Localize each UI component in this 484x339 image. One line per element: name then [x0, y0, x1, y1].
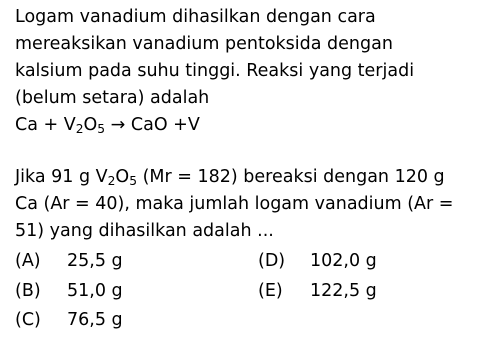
body-line	[15, 164, 475, 191]
subscript: 5	[97, 122, 106, 137]
option-label: (E)	[258, 281, 283, 301]
option-b[interactable]	[15, 278, 123, 305]
question-body	[15, 164, 475, 245]
equation-line	[15, 112, 475, 139]
option-value: 25,5 g	[67, 251, 123, 271]
body-line: 51) yang dihasilkan adalah ...	[15, 221, 274, 241]
option-d[interactable]	[258, 248, 377, 275]
intro-line: Logam vanadium dihasilkan dengan cara	[15, 7, 376, 27]
option-label: (D)	[258, 251, 286, 271]
subscript: 2	[75, 122, 84, 137]
option-label: (B)	[15, 281, 41, 301]
intro-line: (belum setara) adalah	[15, 88, 210, 108]
intro-line: kalsium pada suhu tinggi. Reaksi yang terjadi	[15, 61, 415, 81]
subscript: 2	[107, 174, 116, 189]
body-line: Ca (Ar = 40), maka jumlah logam vanadium (Ar =	[15, 194, 454, 214]
equation-text: O	[83, 115, 98, 135]
body-text: Jika 91 g V	[15, 167, 108, 187]
option-c[interactable]	[15, 307, 123, 334]
question-intro	[15, 4, 475, 112]
equation-text: CaO +V	[130, 115, 200, 135]
option-a[interactable]	[15, 248, 123, 275]
option-e[interactable]	[258, 278, 377, 305]
arrow-icon: →	[105, 115, 131, 135]
equation-text: Ca + V	[15, 115, 76, 135]
option-label: (A)	[15, 251, 41, 271]
option-value: 102,0 g	[310, 251, 377, 271]
reaction-equation	[15, 112, 475, 139]
body-text: (Mr = 182) bereaksi dengan 120 g	[137, 167, 445, 187]
option-value: 51,0 g	[67, 281, 123, 301]
body-text: O	[115, 167, 130, 187]
subscript: 5	[129, 174, 137, 189]
intro-line: mereaksikan vanadium pentoksida dengan	[15, 34, 393, 54]
option-label: (C)	[15, 310, 41, 330]
option-value: 76,5 g	[67, 310, 123, 330]
option-value: 122,5 g	[310, 281, 377, 301]
